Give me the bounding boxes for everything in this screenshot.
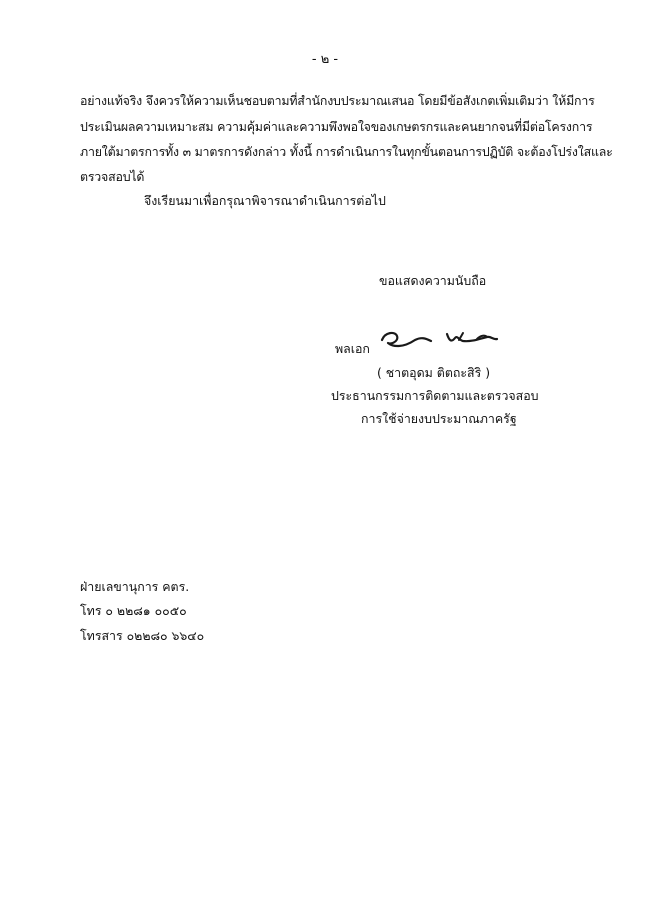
body-text-line: ประเมินผลความเหมาะสม ความคุ้มค่าและความพึงพอใจของเกษตรกรและคนยากจนที่มีต่อโครงการ	[80, 119, 593, 134]
signer-position: ประธานกรรมการติดตามและตรวจสอบ	[331, 388, 539, 403]
signer-position: การใช้จ่ายงบประมาณภาครัฐ	[361, 411, 517, 426]
signer-name: ( ชาตอุดม ติตถะสิริ )	[377, 365, 491, 380]
signer-rank: พลเอก	[335, 341, 370, 356]
body-text-line: ภายใต้มาตรการทั้ง ๓ มาตรการดังกล่าว ทั้งนี้ การดำเนินการในทุกขั้นตอนการปฏิบัติ จะต้องโปร่งใสและ	[80, 144, 613, 159]
body-text-line: อย่างแท้จริง จึงควรให้ความเห็นชอบตามที่สำนักงบประมาณเสนอ โดยมีข้อสังเกตเพิ่มเติมว่า ให้มีการ	[80, 93, 595, 108]
closing-paragraph: จึงเรียนมาเพื่อกรุณาพิจารณาดำเนินการต่อไป	[144, 193, 386, 208]
handwritten-signature	[379, 326, 505, 352]
salutation: ขอแสดงความนับถือ	[379, 273, 487, 288]
body-text-line: ตรวจสอบได้	[80, 169, 145, 184]
contact-department: ฝ่ายเลขานุการ คตร.	[80, 579, 190, 594]
contact-fax: โทรสาร ๐๒๒๘๐ ๖๖๔๐	[80, 628, 205, 643]
contact-phone: โทร ๐ ๒๒๘๑ ๐๐๕๐	[80, 603, 187, 618]
page-number: - ๒ -	[311, 52, 339, 67]
